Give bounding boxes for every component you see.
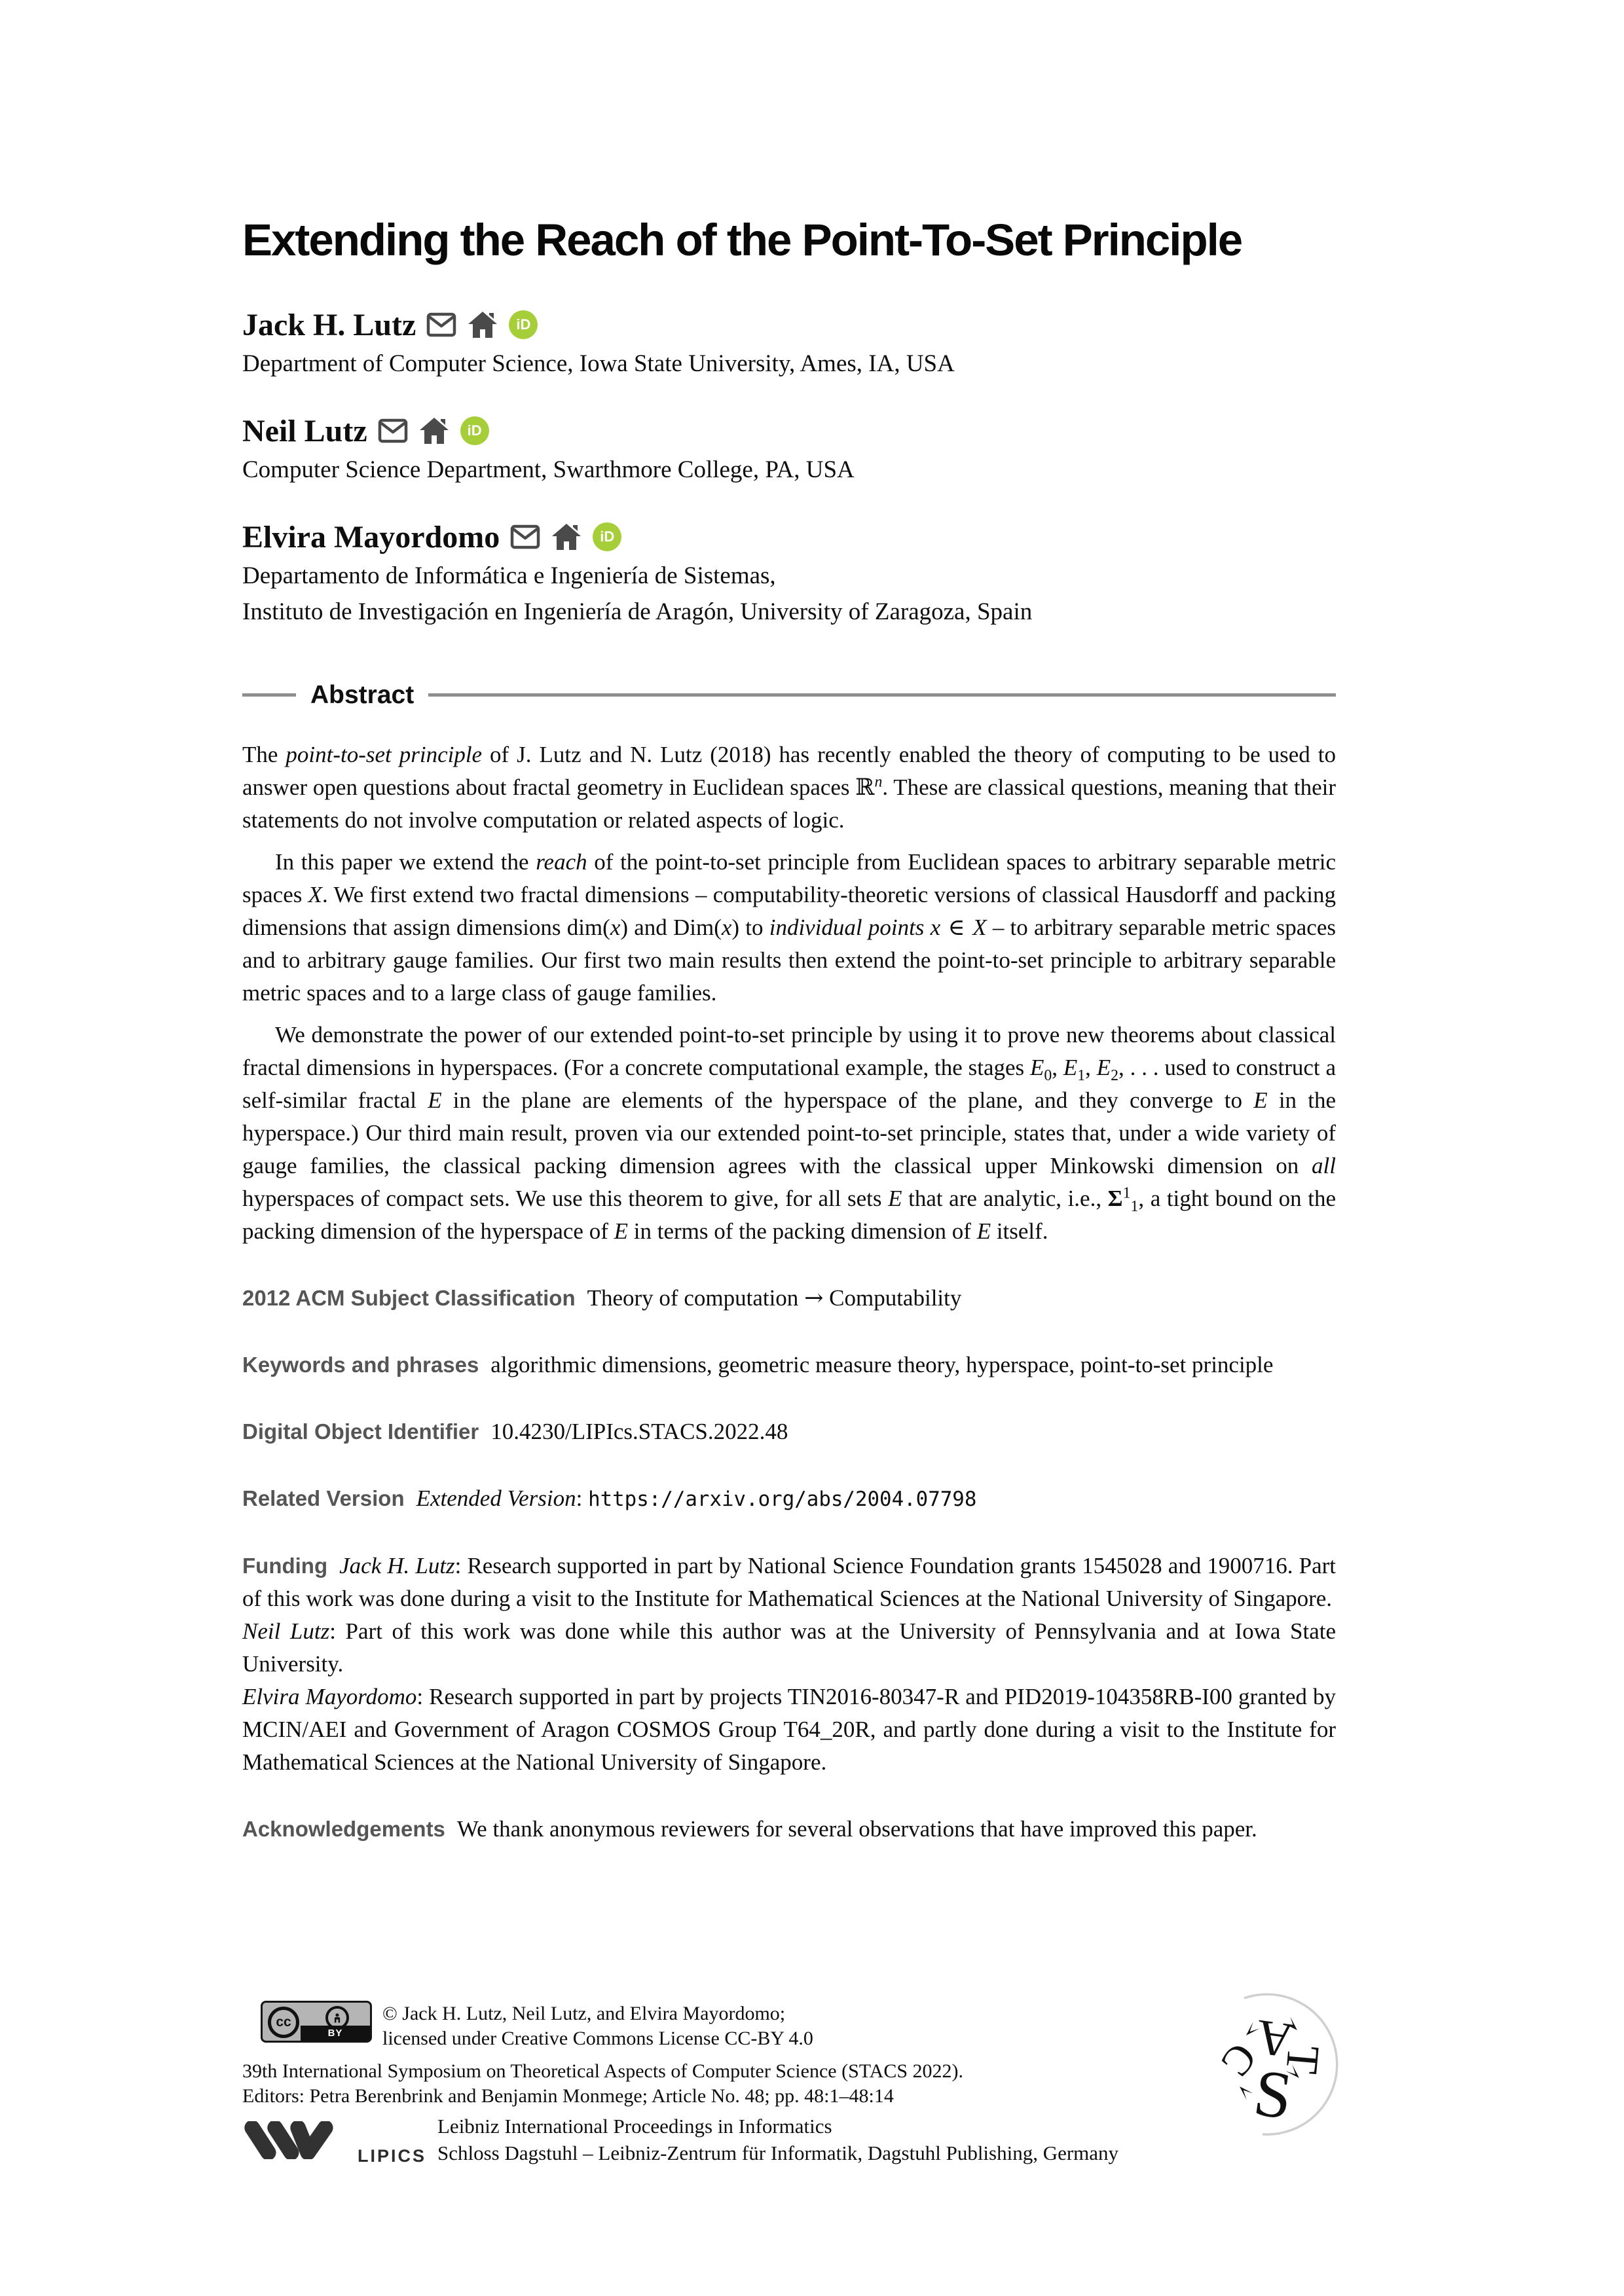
funding-text (242, 1684, 1336, 1775)
abstract-paragraph-2 (242, 846, 1336, 1010)
author-name: Jack H. Lutz (242, 307, 416, 342)
license-line: licensed under Creative Commons License CC-BY 4.0 (382, 2028, 813, 2049)
text-run: : (576, 1485, 589, 1511)
author-name-row (242, 413, 1336, 449)
link-text[interactable]: https://arxiv.org/abs/2004.07798 (588, 1487, 977, 1511)
meta-label-acknowledgements: Acknowledgements (242, 1816, 445, 1841)
meta-keywords (242, 1349, 1336, 1381)
text-run: n (874, 773, 883, 790)
series-line: Leibniz International Proceedings in Informatics (437, 2115, 832, 2138)
email-icon[interactable] (426, 312, 456, 337)
stacs-letter-c: C (1212, 2034, 1266, 2085)
author-affiliation: Instituto de Investigación en Ingeniería de Aragón, University of Zaragoza, Spain (242, 598, 1033, 625)
author-block (242, 413, 1336, 485)
text-run: : Research supported in part by projects TIN2016-80347-R and PID2019-104358RB-I00 granted by MCIN/AEI and Government of Aragon COSMOS Group T64_20R, and partly done during a visit to the Institute for Mathematical Sciences at the National University of Singapore. (242, 1683, 1336, 1775)
text-run: 1 (1122, 1184, 1131, 1201)
text-run: , . . . used to construct a self-similar fractal (242, 1054, 1336, 1113)
orcid-icon[interactable]: iD (593, 522, 621, 551)
acknowledgements (242, 1813, 1336, 1846)
copyright-block (382, 2001, 813, 2051)
text-run: of J. Lutz and N. Lutz (2018) has recently enabled the theory of computing to be used to answer open questions about fractal geometry in Euclidean spaces (242, 741, 1336, 800)
homepage-icon[interactable] (418, 416, 450, 445)
email-icon[interactable] (510, 524, 540, 549)
abstract-heading (242, 681, 1336, 710)
acknowledgements-text (457, 1816, 1257, 1842)
meta-label-doi: Digital Object Identifier (242, 1419, 479, 1444)
meta-value-acm (587, 1285, 962, 1311)
text-run: Neil Lutz (242, 1618, 330, 1644)
text-run: E (1063, 1054, 1078, 1080)
text-run: ℝ (855, 774, 875, 801)
author-name-row (242, 307, 1336, 343)
text-run: X (972, 914, 987, 940)
funding-entry (242, 1681, 1336, 1779)
funding-entry (242, 1615, 1336, 1681)
abstract-heading-label: Abstract (310, 680, 415, 709)
meta-related-version (242, 1482, 1336, 1516)
text-run: , (1085, 1054, 1097, 1080)
text-run: In this paper we extend the (275, 848, 536, 875)
text-run: – to arbitrary separable metric spaces and to arbitrary gauge families. Our first two main results then extend the point-to-set principle to arbitrary separable metric spaces and to a large class of gauge families. (242, 914, 1336, 1006)
meta-label-funding: Funding (242, 1553, 328, 1578)
license-row (242, 2001, 1336, 2051)
meta-value-doi (490, 1419, 788, 1444)
text-run: in the plane are elements of the hyperspace of the plane, and they converge to (441, 1087, 1254, 1113)
lipics-wordmark: LIPICS (358, 2146, 427, 2166)
text-run: 1 (1077, 1066, 1086, 1084)
email-icon[interactable] (378, 418, 408, 443)
meta-acm-classification (242, 1282, 1336, 1315)
symposium-line: 39th International Symposium on Theoretical Aspects of Computer Science (STACS 2022). (242, 2060, 964, 2082)
text-run: Extended Version (416, 1485, 576, 1511)
text-run: point-to-set principle (286, 741, 483, 767)
text-run: We demonstrate the power of our extended point-to-set principle by using it to prove new theorems about classical fractal dimensions in hyperspaces. (For a concrete computational example, the stages (242, 1021, 1336, 1080)
meta-label-related: Related Version (242, 1485, 405, 1510)
author-name: Neil Lutz (242, 413, 367, 448)
text-column (242, 0, 1336, 1846)
abstract-rule-right (428, 693, 1336, 697)
text-run: Elvira Mayordomo (242, 1683, 417, 1709)
author-block (242, 519, 1336, 627)
text-run: , a tight bound on the packing dimension of the hyperspace of (242, 1185, 1336, 1244)
text-run: : Part of this work was done while this author was at the University of Pennsylvania and at Iowa State University. (242, 1618, 1337, 1677)
text-run: 0 (1044, 1066, 1052, 1084)
copyright-line: © Jack H. Lutz, Neil Lutz, and Elvira Mayordomo; (382, 2003, 786, 2024)
text-run: 1 (1130, 1197, 1139, 1215)
text-run: individual points x (769, 914, 941, 940)
text-run: of the point-to-set principle from Euclidean spaces to arbitrary separable metric spaces (242, 848, 1337, 907)
text-run: itself. (991, 1218, 1048, 1244)
abstract-rule-left (242, 693, 296, 697)
text-run: . We first extend two fractal dimensions – computability-theoretic versions of classical Hausdorff and packing dimensions that assign dimensions dim( (242, 881, 1336, 940)
text-run: ∈ (940, 914, 973, 941)
funding-text (242, 1618, 1336, 1677)
orcid-icon[interactable]: iD (460, 416, 489, 445)
publisher-block (242, 2113, 1336, 2166)
text-run: E (1096, 1054, 1111, 1080)
text-run: in terms of the packing dimension of (628, 1218, 977, 1244)
text-run: Theory of computation (587, 1285, 805, 1311)
text-run: We thank anonymous reviewers for several observations that have improved this paper. (456, 1815, 1257, 1842)
by-label: BY (301, 2026, 370, 2041)
meta-value-related (416, 1485, 977, 1511)
text-run: 2 (1111, 1066, 1119, 1084)
author-affiliation: Departamento de Informática e Ingeniería de Sistemas, (242, 562, 776, 589)
author-name-row (242, 519, 1336, 555)
text-run: E (1253, 1087, 1268, 1113)
meta-label-acm: 2012 ACM Subject Classification (242, 1285, 576, 1310)
funding-text (242, 1553, 1336, 1611)
meta-label-keywords: Keywords and phrases (242, 1352, 479, 1377)
text-run: that are analytic, i.e., (902, 1185, 1108, 1211)
text-run: x (610, 914, 621, 940)
text-run: : Research supported in part by National Science Foundation grants 1545028 and 1900716. Part of this work was done during a visit to the Institute for Mathematical Sciences at the National University of Singapore. (242, 1552, 1336, 1611)
text-run: in the hyperspace.) Our third main result, proven via our extended point-to-set principle, states that, under a wide variety of gauge families, the classical packing dimension agrees with the classical upper Minkowski dimension on (242, 1087, 1337, 1178)
text-run: E (428, 1087, 442, 1113)
text-run: E (976, 1218, 991, 1244)
text-run: , (1052, 1054, 1063, 1080)
page-title: Extending the Reach of the Point-To-Set Principle (242, 215, 1242, 265)
cc-by-badge[interactable] (261, 2001, 372, 2043)
text-run: Computability (823, 1285, 962, 1311)
stacs-logo (1197, 1976, 1367, 2146)
text-run: Σ (1107, 1185, 1123, 1211)
orcid-icon[interactable]: iD (509, 310, 538, 339)
author-affiliation: Department of Computer Science, Iowa State University, Ames, IA, USA (242, 350, 955, 377)
text-run: all (1312, 1152, 1336, 1178)
funding-entry (242, 1550, 1336, 1615)
text-run: E (614, 1218, 628, 1244)
text-run: reach (536, 848, 587, 875)
abstract-paragraph-1 (242, 738, 1336, 837)
text-run: E (1030, 1054, 1044, 1080)
meta-doi (242, 1415, 1336, 1448)
text-run: ) and Dim( (620, 914, 722, 940)
stacs-letter-t: T (1276, 2043, 1329, 2076)
text-run: . These are classical questions, meaning that their statements do not involve computation or related aspects of logic. (242, 774, 1336, 833)
homepage-icon[interactable] (467, 310, 498, 339)
editors-line: Editors: Petra Berenbrink and Benjamin Monmege; Article No. 48; pp. 48:1–48:14 (242, 2085, 894, 2107)
author-affiliation: Computer Science Department, Swarthmore College, PA, USA (242, 456, 855, 483)
abstract-paragraph-3 (242, 1019, 1336, 1248)
author-block (242, 307, 1336, 379)
publisher-line: Schloss Dagstuhl – Leibniz-Zentrum für Informatik, Dagstuhl Publishing, Germany (437, 2141, 1119, 2164)
homepage-icon[interactable] (551, 522, 582, 551)
text-run: algorithmic dimensions, geometric measure theory, hyperspace, point-to-set principle (490, 1351, 1274, 1377)
stacs-letter-a: A (1252, 2009, 1297, 2069)
text-run: The (242, 741, 286, 767)
text-run: E (888, 1185, 902, 1211)
link-text[interactable]: 10.4230/LIPIcs.STACS.2022.48 (490, 1418, 788, 1444)
footer (242, 2001, 1336, 2166)
text-run: → (804, 1285, 824, 1311)
text-run: hyperspaces of compact sets. We use this theorem to give, for all sets (242, 1185, 889, 1211)
cc-icon: cc (268, 2007, 299, 2038)
text-run: x (721, 914, 732, 940)
author-name: Elvira Mayordomo (242, 519, 500, 555)
text-run: X (308, 881, 323, 907)
meta-value-keywords (490, 1352, 1273, 1377)
stacs-letter-s: S (1249, 2055, 1297, 2134)
text-run: Jack H. Lutz (339, 1552, 455, 1578)
text-run: ) to (731, 914, 769, 940)
lipics-logo-icon (242, 2117, 341, 2162)
